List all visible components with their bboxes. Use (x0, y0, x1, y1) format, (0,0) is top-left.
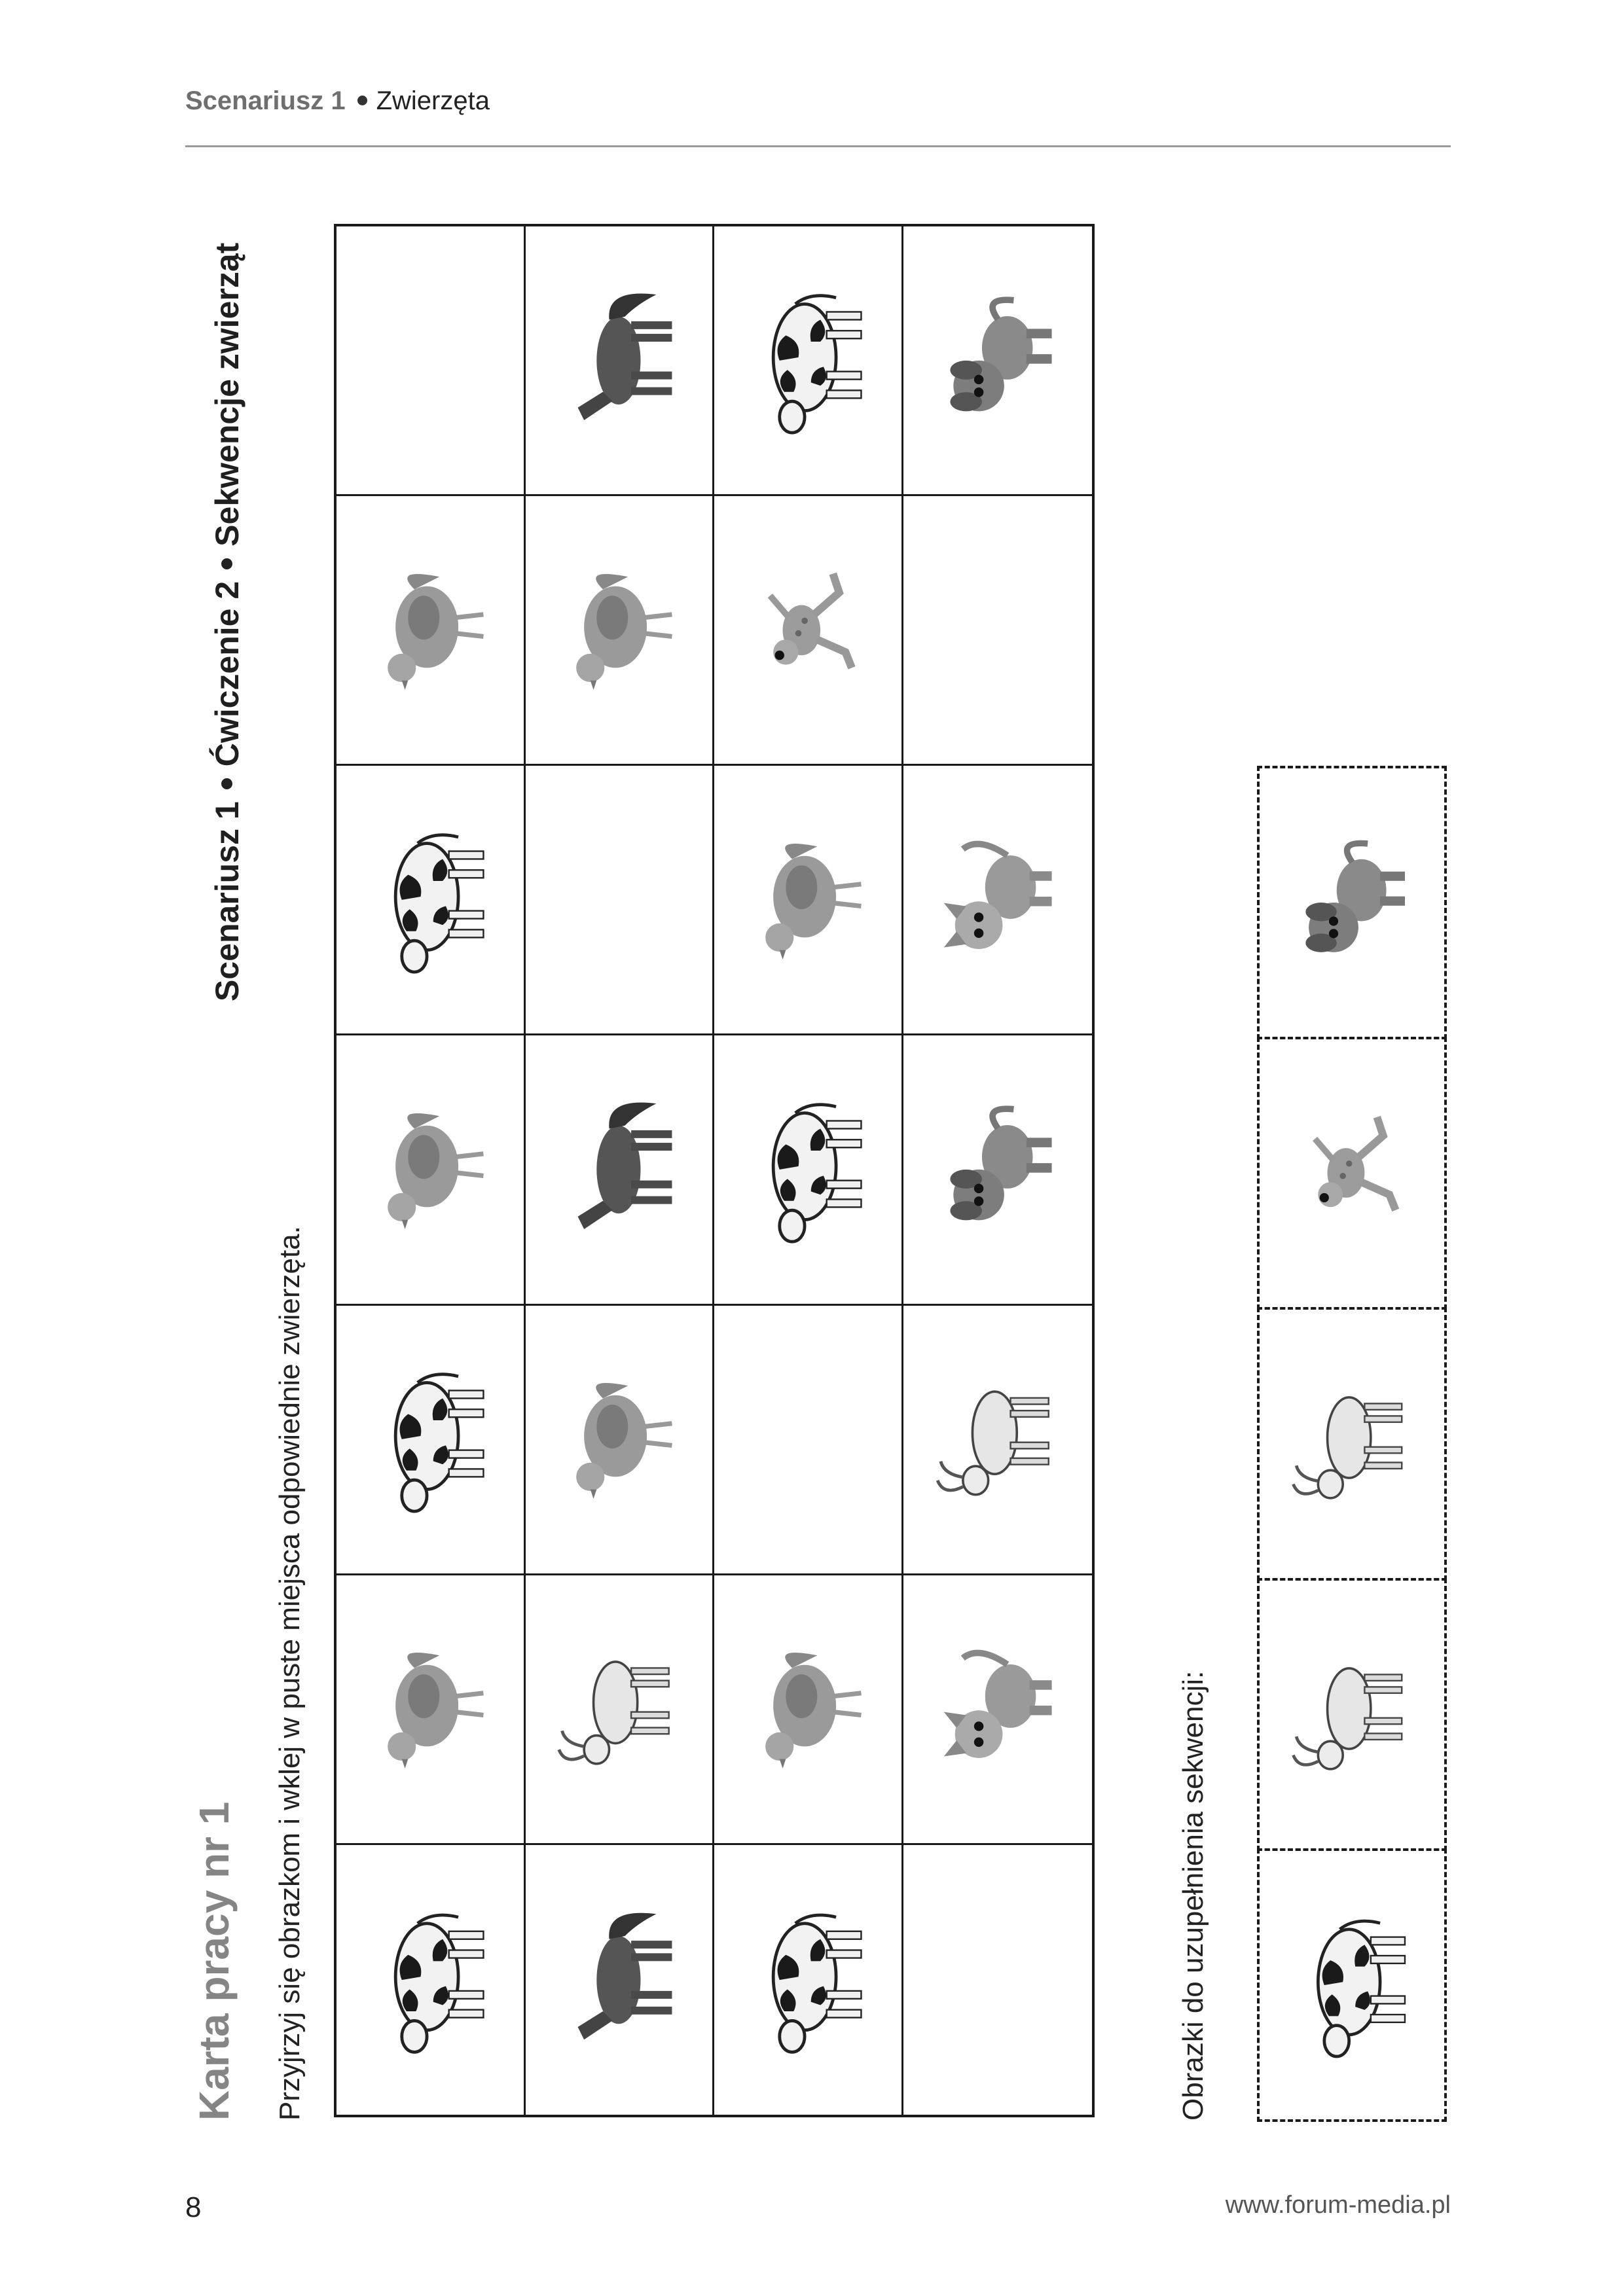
hen-icon (352, 1596, 509, 1821)
grid-cell (714, 766, 903, 1035)
cutout-pictures (1257, 766, 1447, 2119)
grid-cell (337, 1035, 526, 1305)
horse-icon (540, 1057, 697, 1282)
running-header (185, 86, 490, 116)
horse-icon (540, 248, 697, 473)
goat-icon (540, 1596, 697, 1821)
hen-icon (352, 518, 509, 743)
cow-icon (352, 1867, 509, 2093)
empty-grid-cell[interactable] (903, 496, 1093, 766)
empty-grid-cell[interactable] (903, 1845, 1093, 2115)
extras-label: Obrazki do uzupełnienia sekwencji: (1177, 1670, 1209, 2121)
header-scenario: Scenariusz 1 (185, 86, 346, 115)
bullet-dot (357, 96, 367, 105)
worksheet-subtitle (208, 243, 246, 1001)
dog-icon (1275, 790, 1430, 1015)
empty-grid-cell[interactable] (714, 1306, 903, 1575)
cutout-picture[interactable] (1257, 1848, 1447, 2122)
frog-icon (1275, 1060, 1430, 1285)
frog-icon (729, 518, 886, 743)
subtitle-topic: Sekwencje zwierząt (209, 242, 246, 547)
grid-cell (714, 1845, 903, 2115)
goat-icon (1275, 1331, 1430, 1556)
cutout-picture[interactable] (1257, 1037, 1447, 1310)
hen-icon (540, 1327, 697, 1552)
grid-cell (526, 1035, 715, 1305)
grid-cell (337, 1575, 526, 1845)
cutout-picture[interactable] (1257, 1578, 1447, 1852)
horse-icon (540, 1867, 697, 2093)
grid-cell (903, 1575, 1093, 1845)
instruction-text: Przyjrzyj się obrazkom i wklej w puste miejsca odpowiednie zwierzęta. (274, 1226, 306, 2121)
goat-icon (919, 1327, 1077, 1552)
cat-icon (919, 787, 1077, 1013)
cutout-picture[interactable] (1257, 1307, 1447, 1581)
worksheet-title: Karta pracy nr 1 (191, 1801, 238, 2121)
grid-cell (903, 1306, 1093, 1575)
subtitle-scenario: Scenariusz 1 (209, 801, 246, 1001)
grid-cell (337, 1306, 526, 1575)
cow-icon (729, 1867, 886, 2093)
header-topic: Zwierzęta (376, 86, 490, 115)
cow-icon (1275, 1873, 1430, 2098)
hen-icon (352, 1057, 509, 1282)
dog-icon (919, 1057, 1077, 1282)
sequence-grid (334, 224, 1095, 2117)
dog-icon (919, 248, 1077, 473)
bullet-dot (221, 778, 232, 789)
empty-grid-cell[interactable] (337, 226, 526, 496)
bullet-dot (221, 558, 232, 569)
hen-icon (729, 1596, 886, 1821)
goat-icon (1275, 1602, 1430, 1827)
grid-cell (337, 1845, 526, 2115)
cutout-picture[interactable] (1257, 766, 1447, 1039)
grid-cell (337, 496, 526, 766)
grid-cell (526, 1575, 715, 1845)
header-rule (185, 145, 1451, 147)
cow-icon (352, 787, 509, 1013)
subtitle-exercise: Ćwiczenie 2 (209, 581, 246, 767)
grid-cell (337, 766, 526, 1035)
grid-cell (714, 226, 903, 496)
grid-cell (903, 226, 1093, 496)
cow-icon (352, 1327, 509, 1552)
grid-cell (714, 1035, 903, 1305)
grid-cell (714, 496, 903, 766)
grid-cell (903, 1035, 1093, 1305)
grid-cell (526, 1306, 715, 1575)
grid-cell (526, 496, 715, 766)
grid-cell (526, 226, 715, 496)
empty-grid-cell[interactable] (526, 766, 715, 1035)
hen-icon (540, 518, 697, 743)
grid-cell (714, 1575, 903, 1845)
page-number: 8 (185, 2191, 202, 2223)
cow-icon (729, 248, 886, 473)
cow-icon (729, 1057, 886, 1282)
cat-icon (919, 1596, 1077, 1821)
footer-url: www.forum-media.pl (1225, 2191, 1451, 2219)
grid-cell (903, 766, 1093, 1035)
grid-cell (526, 1845, 715, 2115)
hen-icon (729, 787, 886, 1013)
